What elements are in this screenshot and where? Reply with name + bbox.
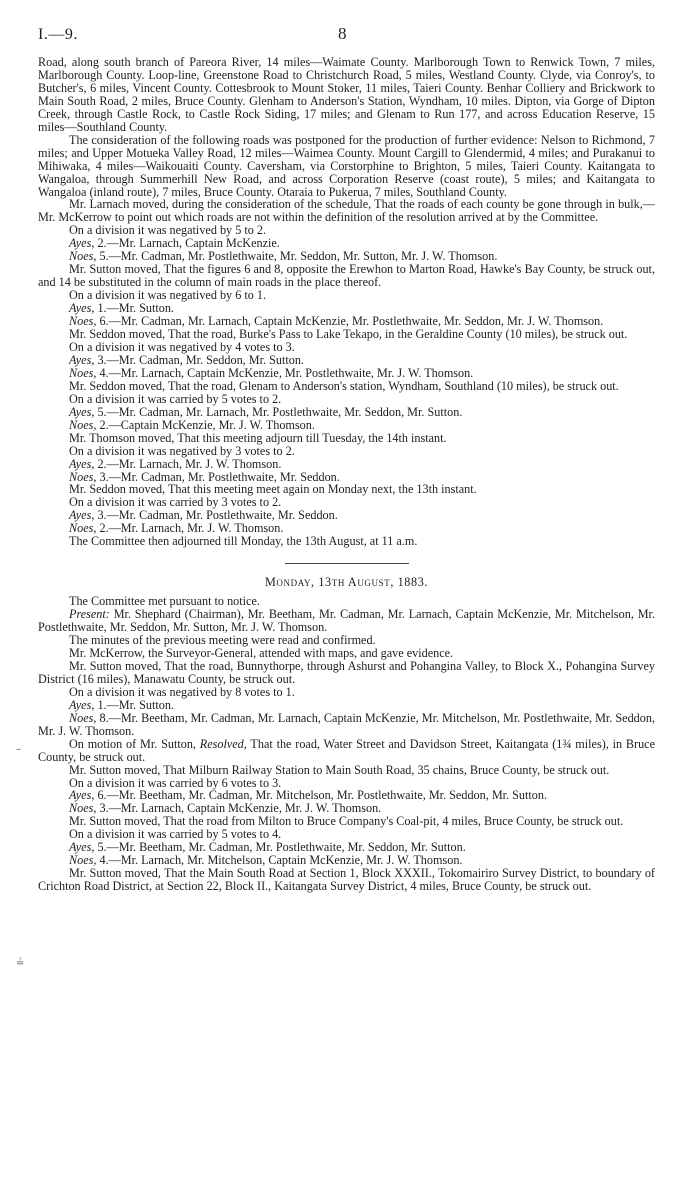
margin-tick-mark: ≟ (16, 958, 25, 969)
noes-line: Noes, 6.—Mr. Cadman, Mr. Larnach, Captain McKenzie, Mr. Postlethwaite, Mr. Seddon, Mr. J. W. Thomson. (69, 314, 604, 329)
ayes-line: Ayes, 6.—Mr. Beetham, Mr. Cadman, Mr. Mitchelson, Mr. Postlethwaite, Mr. Seddon, Mr. Sutton. (69, 788, 548, 803)
minutes-body (38, 56, 655, 893)
present-line: Present: Mr. Shephard (Chairman), Mr. Beetham, Mr. Cadman, Mr. Larnach, Captain McKenzie, Mr. Mitchelson, Mr. Postlethwaite, Mr. Seddon, Mr. Sutton, Mr. J. W. Thomson. (38, 607, 655, 635)
paragraph: Mr. McKerrow, the Surveyor-General, attended with maps, and gave evidence. (69, 645, 454, 660)
division-result: On a division it was carried by 5 votes to 2. (69, 391, 282, 406)
division-result: On a division it was carried by 5 votes to 4. (69, 827, 282, 842)
paragraph: On motion of Mr. Sutton, Resolved, That the road, Water Street and Davidson Street, Kaitangata (1¾ miles), in Bruce County, be struck out. (38, 736, 655, 764)
ayes-line: Ayes, 5.—Mr. Beetham, Mr. Cadman, Mr. Postlethwaite, Mr. Seddon, Mr. Sutton. (69, 840, 466, 855)
division-result: On a division it was negatived by 6 to 1. (69, 288, 267, 303)
noes-line: Noes, 8.—Mr. Beetham, Mr. Cadman, Mr. Larnach, Captain McKenzie, Mr. Mitchelson, Mr. Postlethwaite, Mr. Seddon, Mr. J. W. Thomson. (38, 710, 656, 738)
paragraph: Mr. Thomson moved, That this meeting adjourn till Tuesday, the 14th instant. (69, 430, 447, 445)
meeting-date-heading: Monday, 13th August, 1883. (264, 575, 429, 590)
division-result: On a division it was negatived by 8 votes to 1. (69, 684, 295, 699)
ayes-line: Ayes, 2.—Mr. Larnach, Captain McKenzie. (69, 236, 280, 251)
document-reference: I.—9. (38, 26, 78, 43)
division-result: On a division it was carried by 6 votes to 3. (69, 775, 282, 790)
paragraph: Mr. Larnach moved, during the consideration of the schedule, That the roads of each county be gone through in bulk,—Mr. McKerrow to point out which roads are not within the definition of the resolution arrived at by the Committee. (38, 197, 655, 225)
paragraph: Mr. Sutton moved, That the Main South Road at Section 1, Block XXXII., Tokomairiro Survey District, to boundary of Crichton Road District, at Section 22, Block II., Kaitangata Survey District, 4 miles, Bruce County, be struck out. (38, 866, 655, 894)
noes-line: Noes, 4.—Mr. Larnach, Mr. Mitchelson, Captain McKenzie, Mr. J. W. Thomson. (69, 853, 463, 868)
paragraph: Mr. Seddon moved, That this meeting meet again on Monday next, the 13th instant. (69, 482, 477, 497)
noes-line: Noes, 5.—Mr. Cadman, Mr. Postlethwaite, Mr. Seddon, Mr. Sutton, Mr. J. W. Thomson. (69, 249, 498, 264)
ayes-line: Ayes, 1.—Mr. Sutton. (69, 301, 174, 316)
page-number: 8 (338, 24, 347, 43)
paragraph: The consideration of the following roads was postponed for the production of further evidence: Nelson to Richmond, 7 miles; and Upper Motueka Valley Road, 12 miles—Waimea County. Mount Cargill to Glendermid, 4 miles; and Purakanui to Mihiwaka, 4 miles—Waikouaiti County. Caversham, via Corstorphine to Brighton, 5 miles, Taieri County. Kaitangata to Wangaloa, through Summerhill New Road, and across Corporation Reserve (coast route), 5 miles; and Kaitangata to Wangaloa (inland route), 7 miles, Bruce County. Otaraia to Pukerua, 7 miles, Southland County. (38, 132, 655, 199)
division-result: On a division it was negatived by 4 votes to 3. (69, 339, 295, 354)
paragraph: The minutes of the previous meeting were read and confirmed. (69, 633, 376, 648)
paragraph: Mr. Sutton moved, That the road, Bunnythorpe, through Ashurst and Pohangina Valley, to Block X., Pohangina Survey District (16 miles), Manawatu County, be struck out. (38, 658, 655, 686)
ayes-line: Ayes, 5.—Mr. Cadman, Mr. Larnach, Mr. Postlethwaite, Mr. Seddon, Mr. Sutton. (69, 404, 463, 419)
paragraph: Mr. Seddon moved, That the road, Burke's Pass to Lake Tekapo, in the Geraldine County (10 miles), be struck out. (69, 327, 628, 342)
paragraph: Mr. Seddon moved, That the road, Glenam to Anderson's station, Wyndham, Southland (10 miles), be struck out. (69, 378, 619, 393)
noes-line: Noes, 3.—Mr. Cadman, Mr. Postlethwaite, Mr. Seddon. (69, 469, 340, 484)
paragraph: The Committee met pursuant to notice. (69, 594, 260, 609)
noes-line: Noes, 4.—Mr. Larnach, Captain McKenzie, Mr. Postlethwaite, Mr. J. W. Thomson. (69, 365, 474, 380)
division-result: On a division it was negatived by 3 votes to 2. (69, 443, 295, 458)
noes-line: Noes, 2.—Mr. Larnach, Mr. J. W. Thomson. (69, 521, 284, 536)
ayes-line: Ayes, 2.—Mr. Larnach, Mr. J. W. Thomson. (69, 456, 282, 471)
ayes-line: Ayes, 3.—Mr. Cadman, Mr. Postlethwaite, Mr. Seddon. (69, 508, 338, 523)
section-divider (285, 563, 409, 564)
paragraph: Mr. Sutton moved, That the figures 6 and 8, opposite the Erewhon to Marton Road, Hawke's Bay County, be struck out, and 14 be substituted in the column of main roads in the place thereof. (38, 262, 655, 290)
paragraph: The Committee then adjourned till Monday, the 13th August, at 11 a.m. (69, 534, 418, 549)
ayes-line: Ayes, 1.—Mr. Sutton. (69, 697, 174, 712)
paragraph: Mr. Sutton moved, That the road from Milton to Bruce Company's Coal-pit, 4 miles, Bruce County, be struck out. (69, 814, 624, 829)
ayes-line: Ayes, 3.—Mr. Cadman, Mr. Seddon, Mr. Sutton. (69, 352, 304, 367)
division-result: On a division it was carried by 3 votes to 2. (69, 495, 282, 510)
paragraph: Road, along south branch of Pareora River, 14 miles—Waimate County. Marlborough Town to Renwick Town, 7 miles, Marlborough County. Loop-line, Greenstone Road to Christchurch Road, 5 miles, Westland County. Clyde, via Conroy's, to Butcher's, 6 miles, Vincent County. Cottesbrook to Mount Stoker, 11 miles, Taieri County. Benhar Colliery and Brickwork to Main South Road, 2 miles, Bruce County. Glenham to Anderson's Station, Wyndham, 10 miles. Dipton, via Gorge of Dipton Creek, through Castle Rock, to Castle Rock Siding, 17 miles; and Glenam to Run 177, and across Education Reserve, 15 miles—Southland County. (38, 55, 655, 134)
margin-dash-mark: – (16, 744, 21, 755)
paragraph: Mr. Sutton moved, That Milburn Railway Station to Main South Road, 35 chains, Bruce County, be struck out. (69, 762, 610, 777)
division-result: On a division it was negatived by 5 to 2. (69, 223, 267, 238)
noes-line: Noes, 2.—Captain McKenzie, Mr. J. W. Thomson. (69, 417, 315, 432)
noes-line: Noes, 3.—Mr. Larnach, Captain McKenzie, Mr. J. W. Thomson. (69, 801, 382, 816)
